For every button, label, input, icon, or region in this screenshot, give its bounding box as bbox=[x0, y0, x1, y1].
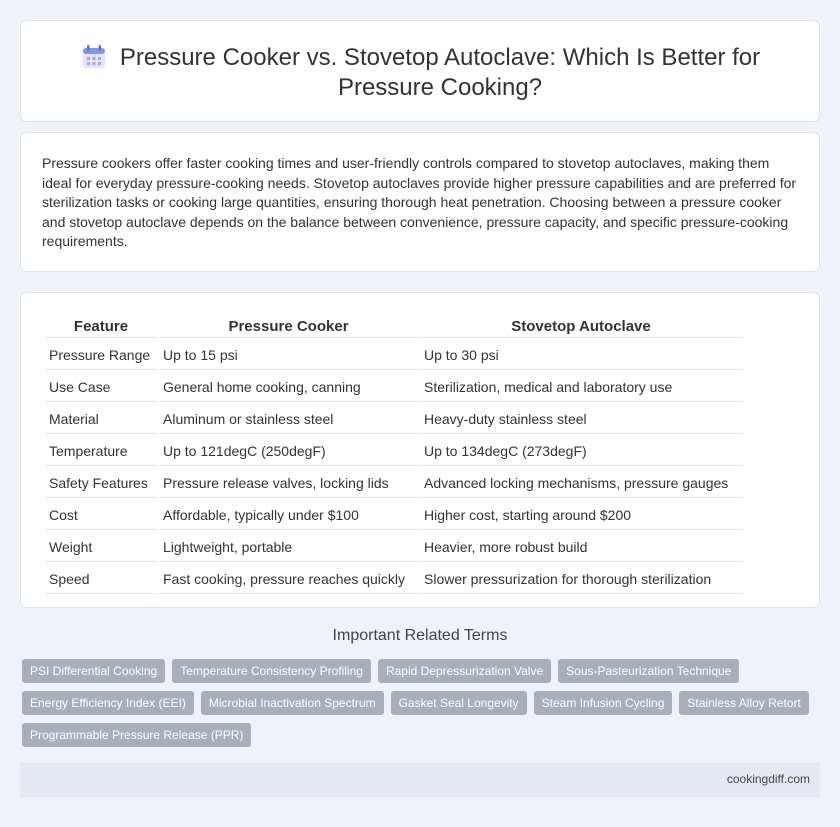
pressure-cooker-cell: Fast cooking, pressure reaches quickly bbox=[159, 564, 418, 594]
comparison-card bbox=[20, 292, 820, 608]
autoclave-cell: Up to 30 psi bbox=[420, 340, 742, 370]
feature-cell: Weight bbox=[45, 532, 157, 562]
footer-site-link[interactable]: cookingdiff.com bbox=[726, 772, 810, 786]
feature-cell: Material bbox=[45, 404, 157, 434]
table-row bbox=[45, 404, 742, 434]
term-tag[interactable]: Gasket Seal Longevity bbox=[391, 691, 527, 715]
table-row bbox=[45, 468, 742, 498]
header-stovetop-autoclave: Stovetop Autoclave bbox=[420, 315, 742, 338]
table-row bbox=[45, 436, 742, 466]
footer bbox=[20, 763, 820, 797]
term-tag[interactable]: Rapid Depressurization Valve bbox=[378, 659, 551, 683]
feature-cell: Pressure Range bbox=[45, 340, 157, 370]
intro-paragraph: Pressure cookers offer faster cooking times and user-friendly controls compared to stovetop autoclaves, making them ideal for everyday pressure-cooking needs. Stovetop autoclaves provide higher pressure capabilities and are preferred for sterilization tasks or cooking large quantities, ensuring thorough heat penetration. Choosing between a pressure cooker and stovetop autoclave depends on the balance between convenience, pressure capacity, and specific pressure-cooking requirements. bbox=[42, 155, 797, 249]
term-tag[interactable]: Steam Infusion Cycling bbox=[534, 691, 673, 715]
intro-card bbox=[20, 132, 820, 272]
pressure-cooker-cell: Pressure release valves, locking lids bbox=[159, 468, 418, 498]
autoclave-cell: Up to 134degC (273degF) bbox=[420, 436, 742, 466]
header-feature: Feature bbox=[45, 315, 157, 338]
pressure-cooker-cell: Affordable, typically under $100 bbox=[159, 500, 418, 530]
table-row bbox=[45, 500, 742, 530]
table-row bbox=[45, 372, 742, 402]
autoclave-cell: Sterilization, medical and laboratory use bbox=[420, 372, 742, 402]
term-tag[interactable]: Sous-Pasteurization Technique bbox=[558, 659, 739, 683]
pressure-cooker-cell: Aluminum or stainless steel bbox=[159, 404, 418, 434]
term-tag[interactable]: Programmable Pressure Release (PPR) bbox=[22, 723, 251, 747]
table-row bbox=[45, 340, 742, 370]
term-tag[interactable]: Stainless Alloy Retort bbox=[679, 691, 808, 715]
feature-cell: Use Case bbox=[45, 372, 157, 402]
feature-cell: Safety Features bbox=[45, 468, 157, 498]
autoclave-cell: Advanced locking mechanisms, pressure gauges bbox=[420, 468, 742, 498]
table-row bbox=[45, 532, 742, 562]
term-tag[interactable]: PSI Differential Cooking bbox=[22, 659, 165, 683]
page-title: Pressure Cooker vs. Stovetop Autoclave: Which Is Better for Pressure Cooking? bbox=[119, 44, 761, 101]
autoclave-cell: Higher cost, starting around $200 bbox=[420, 500, 742, 530]
pressure-cooker-cell: Lightweight, portable bbox=[159, 532, 418, 562]
pressure-cooker-cell: General home cooking, canning bbox=[159, 372, 418, 402]
related-terms-heading: Important Related Terms bbox=[332, 627, 508, 644]
feature-cell: Speed bbox=[45, 564, 157, 594]
header-pressure-cooker: Pressure Cooker bbox=[159, 315, 418, 338]
table-row bbox=[45, 564, 742, 594]
term-tag[interactable]: Microbial Inactivation Spectrum bbox=[201, 691, 384, 715]
comparison-table bbox=[43, 313, 744, 596]
feature-cell: Cost bbox=[45, 500, 157, 530]
pressure-cooker-cell: Up to 121degC (250degF) bbox=[159, 436, 418, 466]
title-card bbox=[20, 20, 820, 122]
table-header-row bbox=[45, 315, 742, 338]
autoclave-cell: Slower pressurization for thorough sterilization bbox=[420, 564, 742, 594]
autoclave-cell: Heavy-duty stainless steel bbox=[420, 404, 742, 434]
term-tag[interactable]: Energy Efficiency Index (EEI) bbox=[22, 691, 194, 715]
autoclave-cell: Heavier, more robust build bbox=[420, 532, 742, 562]
feature-cell: Temperature bbox=[45, 436, 157, 466]
pressure-cooker-cell: Up to 15 psi bbox=[159, 340, 418, 370]
term-tag[interactable]: Temperature Consistency Profiling bbox=[172, 659, 371, 683]
related-terms-list bbox=[22, 659, 822, 747]
